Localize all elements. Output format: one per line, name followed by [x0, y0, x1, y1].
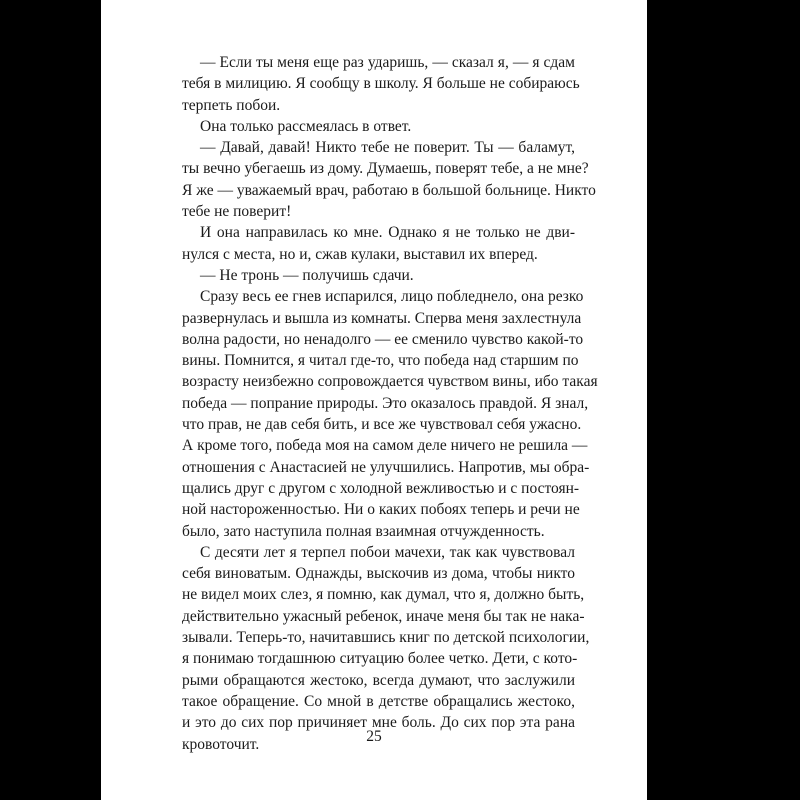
text-line: терпеть побои. [182, 96, 281, 114]
text-line: И она направилась ко мне. Однако я не только не дви- [200, 224, 575, 242]
text-line: зывали. Теперь-то, начитавшись книг по детской психологии, [182, 629, 590, 647]
text-line: возрасту неизбежно сопровождается чувством вины, ибо такая [182, 373, 598, 391]
text-line: не видел моих слез, я помню, как думал, что я, должно быть, [182, 586, 585, 604]
page-number: 25 [366, 728, 382, 745]
text-line: ной настороженностью. Ни о каких побоях теперь и речи не [182, 501, 580, 519]
text-line: рыми обращаются жестоко, всегда думают, что заслужили [182, 671, 575, 689]
text-line: вины. Помнится, я читал где-то, что победа над старшим по [182, 352, 579, 370]
text-line: я понимаю тогдашнюю ситуацию более четко. Дети, с кото- [182, 650, 578, 668]
text-line: ты вечно убегаешь из дому. Думаешь, поверят тебе, а не мне? [182, 160, 589, 178]
text-line: Сразу весь ее гнев испарился, лицо побледнело, она резко [200, 288, 584, 306]
text-line: развернулась и вышла из комнаты. Сперва меня захлестнула [182, 309, 582, 327]
text-line: кровоточит. [182, 735, 260, 753]
body-text [182, 52, 598, 755]
text-line: С десяти лет я терпел побои мачехи, так как чувствовал [200, 543, 575, 561]
text-line: тебя в милицию. Я сообщу в школу. Я больше не собираюсь [182, 75, 580, 93]
text-line: такое обращение. Со мной в детстве обращались жестоко, [182, 692, 575, 710]
text-line: что прав, не дав себя бить, и все же чувствовал себя ужасно. [182, 416, 582, 434]
text-line: нулся с места, но и, сжав кулаки, выставил их вперед. [182, 245, 538, 263]
text-line: волна радости, но ненадолго — ее сменило чувство какой-то [182, 330, 584, 348]
text-line: — Если ты меня еще раз ударишь, — сказал я, — я сдам [200, 54, 575, 71]
text-line: и это до сих пор причиняет мне боль. До сих пор эта рана [182, 714, 575, 732]
text-line: А кроме того, победа моя на самом деле ничего не решила — [182, 437, 588, 455]
text-line: Я же — уважаемый врач, работаю в большой больнице. Никто [182, 181, 596, 199]
text-line: отношения с Анастасией не улучшились. Напротив, мы обра- [182, 458, 590, 476]
text-line: действительно ужасный ребенок, иначе меня бы так не нака- [182, 607, 585, 625]
text-line: тебе не поверит! [182, 203, 292, 221]
text-line: Она только рассмеялась в ответ. [200, 117, 412, 135]
text-line: — Давай, давай! Никто тебе не поверит. Ты — баламут, [200, 139, 575, 157]
text-line: щались друг с другом с холодной вежливостью и с постоян- [182, 479, 580, 497]
text-line: победа — попрание природы. Это оказалось правдой. Я знал, [182, 394, 589, 412]
text-line: себя виноватым. Однажды, выскочив из дома, чтобы никто [182, 565, 575, 583]
text-line: — Не тронь — получишь сдачи. [200, 266, 414, 284]
book-page [101, 0, 647, 800]
text-line: было, зато наступила полная взаимная отчужденность. [182, 522, 545, 540]
